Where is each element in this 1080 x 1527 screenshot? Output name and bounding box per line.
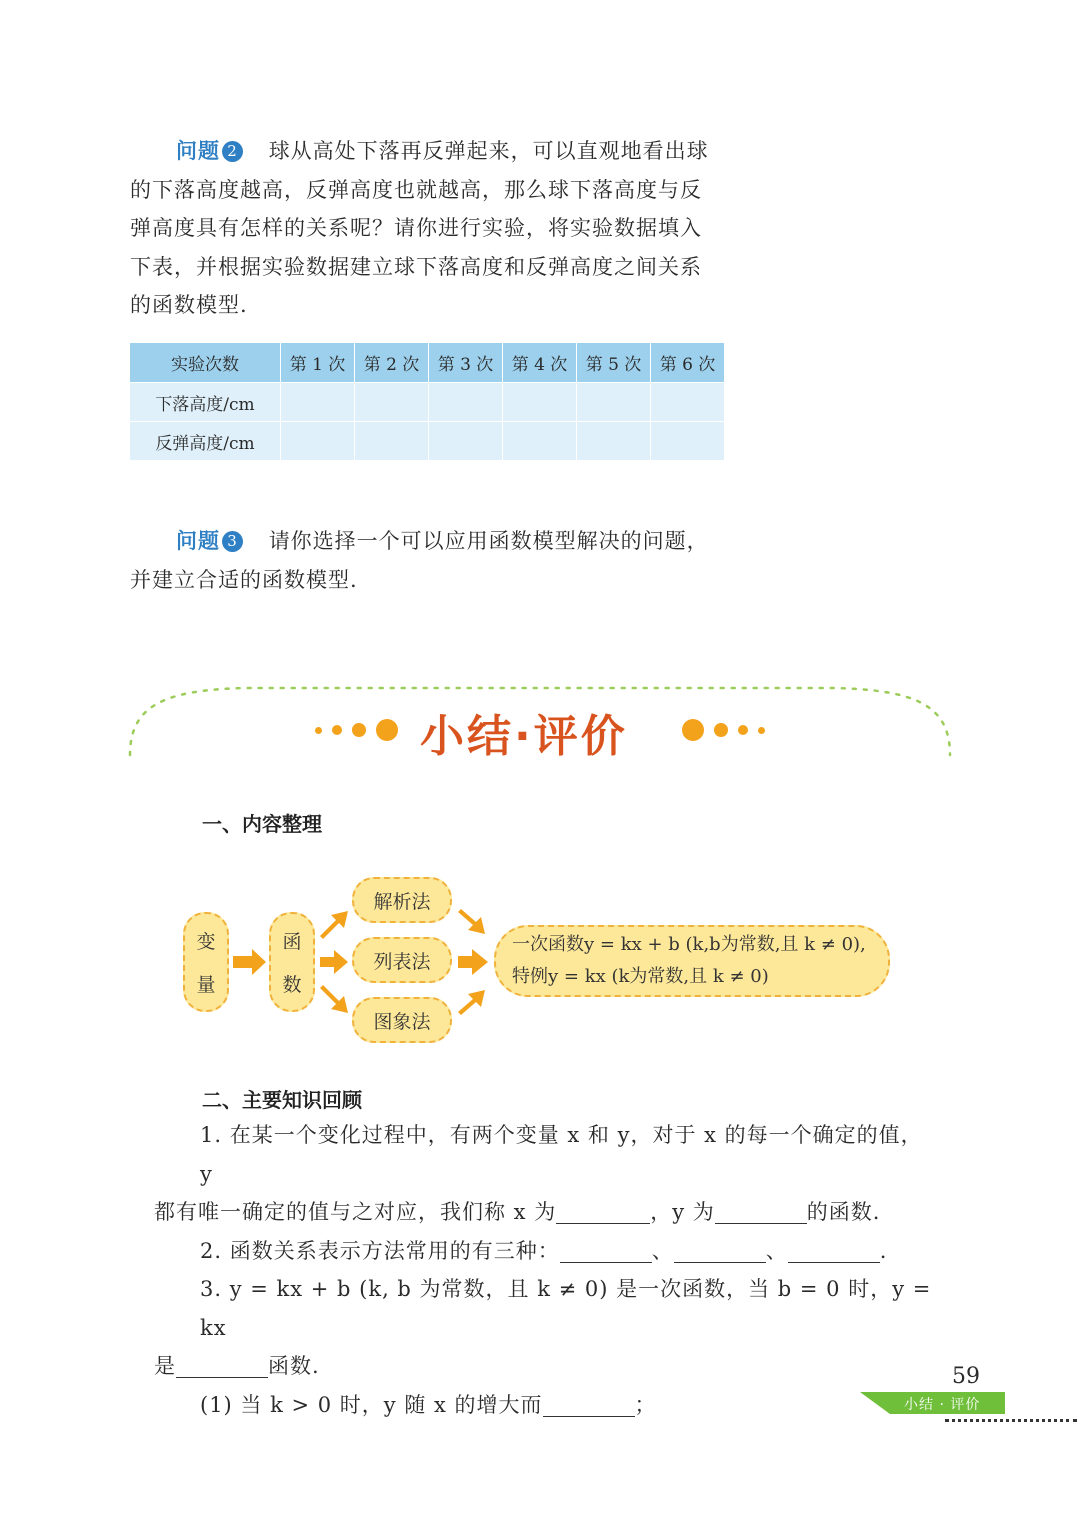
arrow-up-right-icon [458, 990, 485, 1015]
question-3-line-1: 问题 3 请你选择一个可以应用函数模型解决的问题， [176, 529, 709, 553]
review-item-4: (1) 当 k > 0 时，y 随 x 的增大而 ； [200, 1392, 657, 1417]
arrow-right-icon [458, 949, 488, 975]
table-method-box: 列表法 [352, 937, 452, 983]
analytic-method-box: 解析法 [352, 877, 452, 923]
banner-title: 小结·评价 [420, 711, 628, 762]
blank-field[interactable] [674, 1240, 766, 1263]
table-header-cell: 第 3 次 [429, 343, 503, 383]
table-header-cell: 第 5 次 [577, 343, 651, 383]
table-header-cell: 第 1 次 [281, 343, 355, 383]
section-2-title: 二、主要知识回顾 [202, 1088, 362, 1112]
section-1-title: 一、内容整理 [202, 812, 322, 836]
table-header-cell: 第 6 次 [651, 343, 725, 383]
table-header-cell: 实验次数 [130, 343, 281, 383]
blank-field[interactable] [556, 1201, 650, 1224]
blank-field[interactable] [715, 1201, 807, 1224]
question-2-line-4: 下表，并根据实验数据建立球下落高度和反弹高度之间关系 [130, 254, 702, 279]
number-3-icon: 3 [222, 531, 243, 552]
question-label: 问题 [176, 529, 220, 553]
blank-field[interactable] [788, 1240, 880, 1263]
blank-field[interactable] [560, 1240, 652, 1263]
review-item-2: 2. 函数关系表示方法常用的有三种： 、 、 . [200, 1238, 888, 1263]
result-line-1: 一次函数y = kx + b (k,b为常数,且 k ≠ 0), [512, 934, 866, 955]
arrow-down-right-icon [458, 909, 485, 934]
arrow-up-right-icon [320, 911, 348, 939]
function-box: 函 数 [269, 912, 315, 1012]
question-2-line-5: 的函数模型. [130, 293, 248, 317]
blank-field[interactable] [543, 1394, 635, 1417]
review-item-3-cont: 是 函数. [154, 1354, 320, 1378]
table-header-cell: 第 4 次 [503, 343, 577, 383]
number-2-icon: 2 [222, 141, 243, 162]
page-number: 59 [952, 1364, 980, 1389]
question-2-line-2: 的下落高度越高，反弹高度也就越高，那么球下落高度与反 [130, 177, 702, 202]
table-header-cell: 第 2 次 [355, 343, 429, 383]
graph-method-box: 图象法 [352, 997, 452, 1043]
question-2-line-1: 问题 2 球从高处下落再反弹起来，可以直观地看出球 [176, 139, 709, 163]
row-label: 反弹高度/cm [130, 422, 281, 461]
arrow-right-icon [233, 949, 266, 975]
question-3-line-2: 并建立合适的函数模型. [130, 567, 358, 592]
footer-tab-label: 小结 · 评价 [904, 1397, 981, 1413]
review-item-3: 3. y = kx + b (k, b 为常数，且 k ≠ 0) 是一次函数，当 b = 0 时，y = kx [200, 1277, 932, 1340]
review-item-1-cont: 都有唯一确定的值与之对应，我们称 x 为 ，y 为 的函数. [154, 1200, 881, 1224]
arrow-right-icon [320, 950, 348, 974]
result-line-2: 特例y = kx (k为常数,且 k ≠ 0) [512, 966, 769, 987]
blank-field[interactable] [176, 1355, 268, 1378]
row-label: 下落高度/cm [130, 383, 281, 422]
arrow-down-right-icon [320, 985, 348, 1013]
review-item-1: 1. 在某一个变化过程中，有两个变量 x 和 y，对于 x 的每一个确定的值，y [200, 1123, 923, 1186]
review-list [154, 1116, 934, 1424]
footer-dotted-line [945, 1419, 1077, 1422]
variable-box: 变 量 [183, 912, 229, 1012]
question-label: 问题 [176, 139, 220, 163]
question-2-line-3: 弹高度具有怎样的关系呢？请你进行实验，将实验数据填入 [130, 216, 702, 240]
